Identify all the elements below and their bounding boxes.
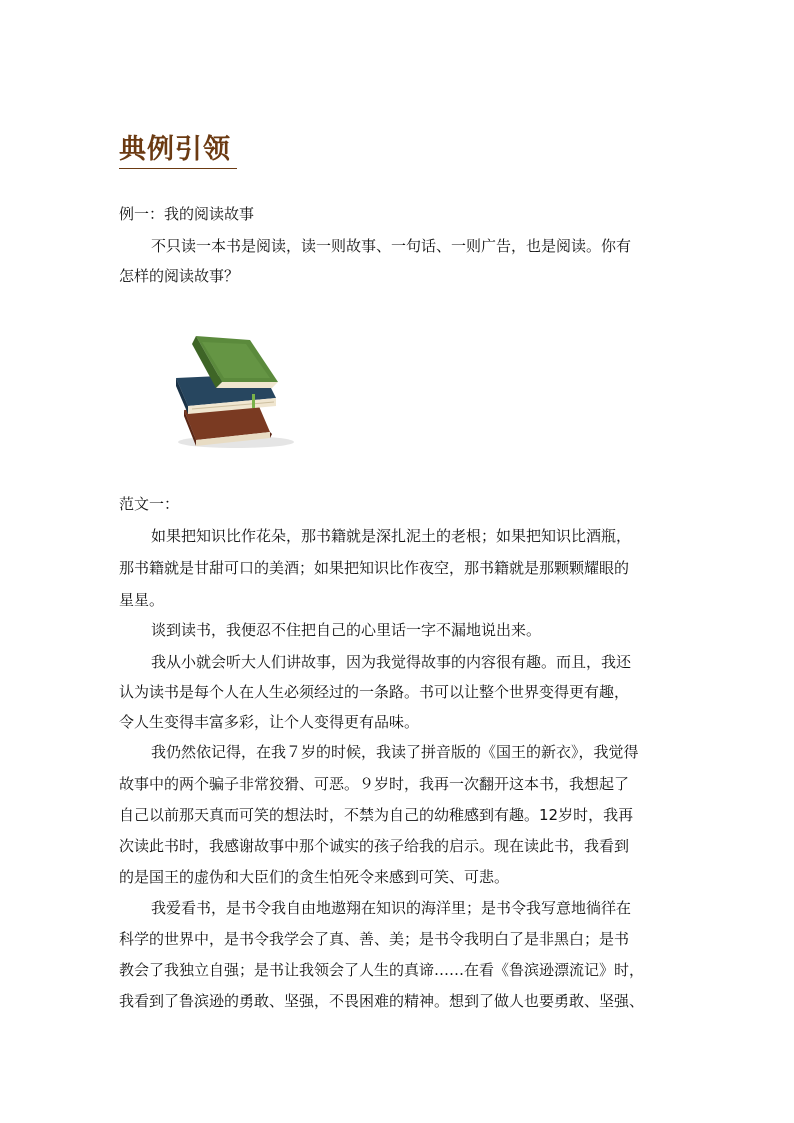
- essay-line: 我看到了鲁滨逊的勇敢、坚强，不畏困难的精神。想到了做人也要勇敢、坚强、: [119, 992, 645, 1010]
- essay-line: 教会了我独立自强；是书让我领会了人生的真谛……在看《鲁滨逊漂流记》时，: [119, 961, 645, 979]
- stack-of-books-icon: [166, 330, 306, 450]
- heading-underline: [119, 168, 237, 169]
- essay-line: 星星。: [119, 591, 165, 609]
- essay-line: 的是国王的虚伪和大臣们的贪生怕死令来感到可笑、可悲。: [119, 868, 510, 886]
- example-title: 例一：我的阅读故事: [119, 205, 255, 223]
- essay-line: 我爱看书，是书令我自由地遨翔在知识的海洋里；是书令我写意地徜徉在: [151, 899, 632, 917]
- prompt-line: 怎样的阅读故事？: [119, 267, 240, 285]
- essay-line: 次读此书时，我感谢故事中那个诚实的孩子给我的启示。现在读此书，我看到: [119, 837, 630, 855]
- essay-line: 谈到读书，我便忍不住把自己的心里话一字不漏地说出来。: [151, 621, 542, 639]
- essay-line: 我从小就会听大人们讲故事，因为我觉得故事的内容很有趣。而且，我还: [151, 653, 632, 671]
- essay-line: 令人生变得丰富多彩，让个人变得更有品味。: [119, 713, 420, 731]
- essay-line: 那书籍就是甘甜可口的美酒；如果把知识比作夜空，那书籍就是那颗颗耀眼的: [119, 559, 630, 577]
- essay-line: 科学的世界中，是书令我学会了真、善、美；是书令我明白了是非黑白；是书: [119, 930, 630, 948]
- essay-line: 认为读书是每个人在人生必须经过的一条路。书可以让整个世界变得更有趣，: [119, 683, 630, 701]
- section-heading: 典例引领: [119, 134, 231, 165]
- sample-label: 范文一：: [119, 495, 180, 513]
- prompt-line: 不只读一本书是阅读，读一则故事、一句话、一则广告，也是阅读。你有: [151, 237, 632, 255]
- essay-line: 自己以前那天真而可笑的想法时，不禁为自己的幼稚感到有趣。12岁时，我再: [119, 806, 634, 824]
- essay-line: 我仍然依记得，在我７岁的时候，我读了拼音版的《国王的新衣》，我觉得: [151, 743, 639, 761]
- essay-line: 如果把知识比作花朵，那书籍就是深扎泥土的老根；如果把知识比酒瓶，: [151, 527, 632, 545]
- essay-line: 故事中的两个骗子非常狡猾、可恶。９岁时，我再一次翻开这本书，我想起了: [119, 775, 630, 793]
